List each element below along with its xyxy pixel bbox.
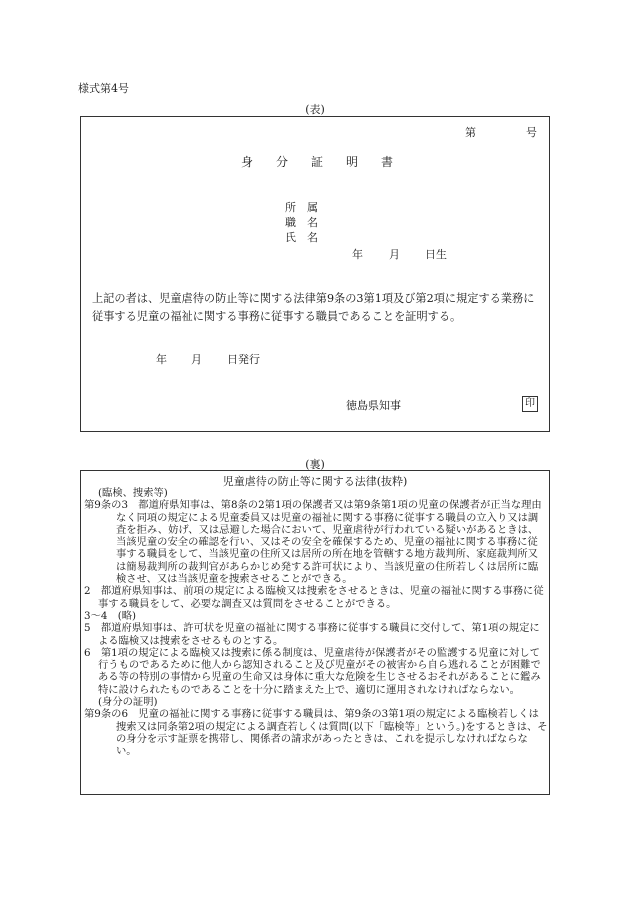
back-side-label: (裏) — [305, 458, 325, 471]
law-article-9-6: 第9条の6 児童の福祉に関する事務に従事する職員は、第9条の3第1項の規定による臨検若しくは捜索又は同条第2項の規定による調査若しくは質問(以下「臨検等」という。)をするときは、その身分を示す証票を携帯し、関係者の請求があったときは、これを提示しなければならない。 — [84, 708, 548, 758]
certificate-title-char: 証 — [311, 155, 324, 169]
field-job-title: 職 名 — [285, 216, 318, 229]
field-name: 氏 名 — [285, 231, 318, 244]
front-side-label: (表) — [305, 103, 325, 116]
serial-suffix: 号 — [526, 126, 537, 139]
birth-month: 月 — [389, 248, 400, 261]
certificate-title-char: 書 — [381, 155, 394, 169]
certificate-title-char: 明 — [346, 155, 359, 169]
law-article-9-3-2: 2 都道府県知事は、前項の規定による臨検又は捜索をさせるときは、児童の福祉に関する事務に従事する職員をして、必要な調査又は質問をさせることができる。 — [84, 585, 544, 610]
certificate-body: 上記の者は、児童虐待の防止等に関する法律第9条の3第1項及び第2項に規定する業務に従事する児童の福祉に関する事務に従事する職員であることを証明する。 — [92, 292, 535, 323]
law-article-9-3-5: 5 都道府県知事は、許可状を児童の福祉に関する事務に従事する職員に交付して、第1項の規定による臨検又は捜索をさせるものとする。 — [84, 622, 540, 647]
law-heading-inspection: (臨検、捜索等) — [98, 487, 168, 499]
form-number: 様式第4号 — [78, 82, 129, 95]
law-excerpt-title: 児童虐待の防止等に関する法律(抜粋) — [222, 475, 408, 488]
law-article-9-3-6: 6 第1項の規定による臨検又は捜索に係る制度は、児童虐待が保護者がその監護する児童に対して行うものであるために他人から認知されること及び児童がその被害から自ら逃れることが困難である等の特別の事情から児童の生命又は身体に重大な危険を生じさせるおそれがあることに鑑み特に設けられたものであることを十分に踏まえた上で、適切に運用されなければならない。 — [84, 646, 541, 696]
birth-year: 年 — [352, 248, 363, 261]
issue-year: 年 — [156, 353, 167, 366]
law-heading-identification: (身分の証明) — [98, 696, 158, 709]
seal-mark: 印 — [522, 396, 538, 412]
field-affiliation: 所 属 — [285, 201, 318, 214]
birth-day: 日生 — [425, 248, 447, 261]
law-article-9-3-1: 第9条の3 都道府県知事は、第8条の2第1項の保護者又は第9条第1項の児童の保護者が正当な理由なく同項の規定による児童委員又は児童の福祉に関する事務に従事する職員の立入り又は調査を拒み、妨げ、又は忌避した場合において、児童虐待が行われている疑いがあるときは、当該児童の安全の確認を行い、又はその安全を確保するため、児童の福祉に関する事務に従事する職員をして、当該児童の住所又は居所の所在地を管轄する地方裁判所、家庭裁判所又は簡易裁判所の裁判官があらかじめ発する許可状により、当該児童の住所若しくは居所に臨検させ、又は当該児童を捜索させることができる。 — [84, 499, 542, 586]
certificate-title-char: 身 — [241, 155, 254, 169]
issue-day: 日発行 — [227, 353, 260, 366]
law-excerpt-body — [84, 487, 548, 758]
issuer-governor: 徳島県知事 — [346, 399, 401, 412]
serial-prefix: 第 — [465, 126, 476, 139]
law-article-9-3-3-4: 3～4 (略) — [84, 609, 137, 622]
certificate-title-char: 分 — [276, 155, 289, 169]
issue-month: 月 — [191, 353, 202, 366]
